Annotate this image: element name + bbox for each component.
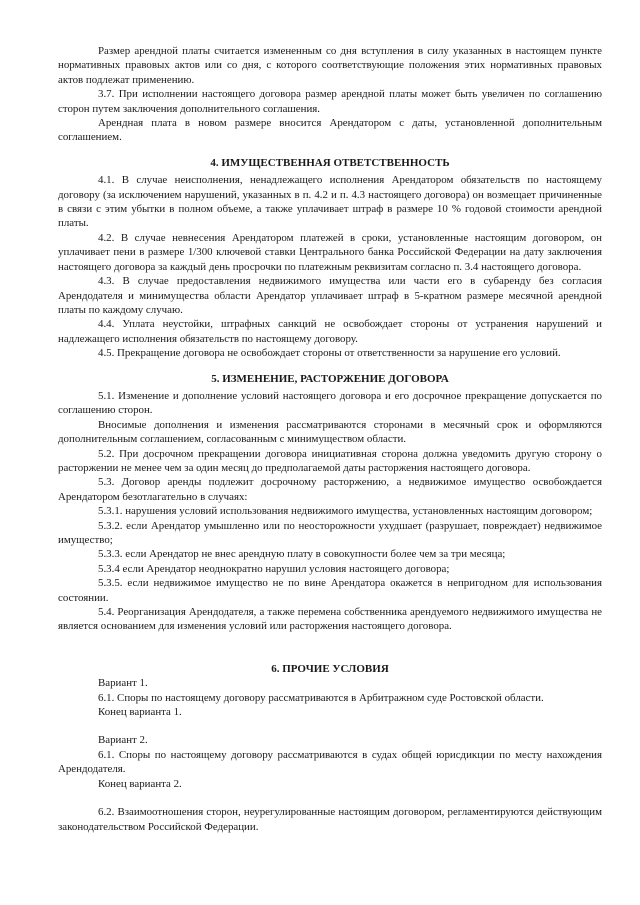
paragraph-5-3-4: 5.3.4 если Арендатор неоднократно нарушил условия настоящего договора; — [98, 562, 450, 575]
section-6-heading: 6. ПРОЧИЕ УСЛОВИЯ — [271, 662, 389, 675]
paragraph-rent-change: Размер арендной платы считается измененным со дня вступления в силу указанных в настоящем пункте нормативных правовых актов или со дня, с которого соответствующие положения этих нормативных правовых актов подлежат применению. — [58, 45, 602, 86]
paragraph-4-4: 4.4. Уплата неустойки, штрафных санкций не освобождает стороны от устранения нарушений и надлежащего исполнения обязательств по настоящему договору. — [58, 318, 602, 345]
paragraph-5-1-additions: Вносимые дополнения и изменения рассматриваются сторонами в месячный срок и оформляются дополнительным соглашением, согласованным с минимуществом области. — [58, 418, 602, 446]
paragraph-5-3-1: 5.3.1. нарушения условий использования недвижимого имущества, установленных настоящим договором; — [98, 505, 593, 518]
spacer — [58, 719, 602, 733]
paragraph-3-7: 3.7. При исполнении настоящего договора размер арендной платы может быть увеличен по соглашению сторон путем заключения дополнительного соглашения. — [58, 88, 602, 115]
variant-2-label: Вариант 2. — [98, 734, 148, 747]
section-5-heading: 5. ИЗМЕНЕНИЕ, РАСТОРЖЕНИЕ ДОГОВОРА — [211, 372, 449, 385]
paragraph-5-3-5: 5.3.5. если недвижимое имущество не по вине Арендатора окажется в непригодном для использования состоянии. — [58, 577, 602, 604]
variant-1-end: Конец варианта 1. — [98, 706, 182, 719]
spacer — [58, 791, 602, 805]
paragraph-6-1-variant-1: 6.1. Споры по настоящему договору рассматриваются в Арбитражном суде Ростовской области. — [98, 691, 544, 704]
spacer — [58, 361, 602, 372]
paragraph-5-2: 5.2. При досрочном прекращении договора инициативная сторона должна уведомить другую сторону о расторжении не менее чем за один месяц до предполагаемой даты расторжения настоящего договора. — [58, 447, 602, 474]
paragraph-4-1: 4.1. В случае неисполнения, ненадлежащего исполнения Арендатором обязательств по настоящему договору (за исключением нарушений, указанных в п. 4.2 и п. 4.3 настоящего договора) он возмещает причиненные в связи с этим убытки в полном объеме, а также уплачивает штраф в размере 10 % годовой стоимости арендной платы. — [58, 174, 602, 230]
section-4-heading: 4. ИМУЩЕСТВЕННАЯ ОТВЕТСТВЕННОСТЬ — [210, 156, 450, 169]
variant-1-label: Вариант 1. — [98, 677, 148, 690]
variant-2-end: Конец варианта 2. — [98, 777, 182, 790]
paragraph-5-4: 5.4. Реорганизация Арендодателя, а также перемена собственника арендуемого недвижимого имущества не является основанием для изменения условий или расторжения настоящего договора. — [58, 606, 602, 633]
spacer — [58, 634, 602, 662]
paragraph-6-2: 6.2. Взаимоотношения сторон, неурегулированные настоящим договором, регламентируются действующим законодательством Российской Федерации. — [58, 806, 602, 833]
paragraph-5-1: 5.1. Изменение и дополнение условий настоящего договора и его досрочное прекращение допускается по соглашению сторон. — [58, 389, 602, 417]
paragraph-4-2: 4.2. В случае невнесения Арендатором платежей в сроки, установленные настоящим договором, он уплачивает пени в размере 1/300 ключевой ставки Центрального банка Российской Федерации на дату заключения настоящего договора за каждый день просрочки по платежным реквизитам согласно п. 3.4 настоящего договора. — [58, 231, 602, 273]
paragraph-5-3: 5.3. Договор аренды подлежит досрочному расторжению, а недвижимое имущество освобождается Арендатором безотлагательно в случаях: — [58, 476, 602, 503]
paragraph-6-1-variant-2: 6.1. Споры по настоящему договору рассматриваются в судах общей юрисдикции по месту нахождения Арендодателя. — [58, 748, 602, 776]
paragraph-5-3-2: 5.3.2. если Арендатор умышленно или по неосторожности ухудшает (разрушает, повреждает) недвижимое имущество; — [58, 519, 602, 546]
spacer — [58, 145, 602, 156]
paragraph-5-3-3: 5.3.3. если Арендатор не внес арендную плату в совокупности более чем за три месяца; — [98, 548, 506, 561]
paragraph-4-5: 4.5. Прекращение договора не освобождает стороны от ответственности за нарушение его условий. — [98, 347, 561, 360]
paragraph-rent-new: Арендная плата в новом размере вносится Арендатором с даты, установленной дополнительным соглашением. — [58, 117, 602, 144]
paragraph-4-3: 4.3. В случае предоставления недвижимого имущества или части его в субаренду без согласия Арендодателя и минимущества области Арендатор уплачивает штраф в 5-кратном размере месячной арендной платы по каждому случаю. — [58, 275, 602, 316]
